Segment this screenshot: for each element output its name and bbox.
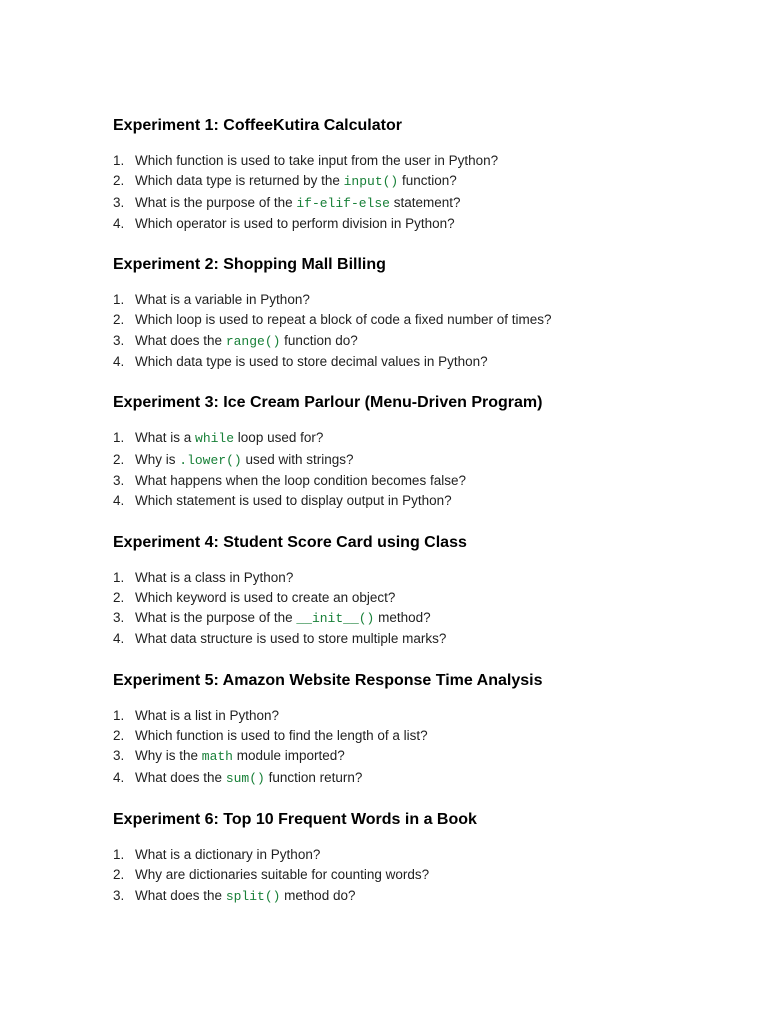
question-item: [113, 726, 733, 746]
question-item: [113, 290, 733, 310]
document-body: [113, 116, 733, 928]
experiment-section: [113, 255, 733, 372]
inline-code: while: [195, 431, 235, 447]
experiment-section: [113, 810, 733, 907]
question-text: Which data type is returned by the: [135, 173, 344, 189]
question-item: [113, 310, 733, 330]
question-text: module imported?: [233, 748, 345, 764]
question-text: Why is: [135, 451, 180, 467]
question-item: [113, 768, 733, 789]
question-item: [113, 450, 733, 471]
section-heading: Experiment 5: Amazon Website Response Time Analysis: [113, 671, 543, 689]
inline-code: sum(): [225, 770, 265, 786]
question-text: What data structure is used to store multiple marks?: [135, 631, 447, 647]
question-list: [113, 290, 733, 372]
question-text: What is a list in Python?: [135, 707, 280, 723]
question-text: used with strings?: [241, 451, 354, 467]
question-item: [113, 746, 733, 767]
question-item: [113, 845, 733, 865]
question-item: [113, 151, 733, 171]
question-text: function?: [398, 173, 457, 189]
question-text: What is a class in Python?: [135, 569, 294, 585]
question-number: 2.: [113, 173, 125, 189]
question-list: [113, 706, 733, 789]
question-text: method do?: [280, 887, 356, 903]
question-item: [113, 428, 733, 449]
question-item: [113, 886, 733, 907]
inline-code: __init__(): [296, 611, 375, 627]
question-number: 3.: [113, 332, 125, 348]
question-item: [113, 568, 733, 588]
question-item: [113, 331, 733, 352]
question-text: Which statement is used to display output in Python?: [135, 493, 452, 509]
question-number: 3.: [113, 748, 125, 764]
question-text: What does the: [135, 887, 226, 903]
experiment-section: [113, 393, 733, 511]
inline-code: split(): [225, 888, 281, 904]
question-number: 4.: [113, 354, 125, 370]
section-heading: Experiment 4: Student Score Card using Class: [113, 533, 467, 551]
question-item: [113, 629, 733, 649]
question-text: What is a variable in Python?: [135, 292, 310, 308]
question-text: What is a: [135, 430, 196, 446]
inline-code: math: [201, 749, 233, 765]
question-text: loop used for?: [234, 430, 324, 446]
question-number: 1.: [113, 153, 125, 168]
question-text: What happens when the loop condition becomes false?: [135, 472, 466, 488]
question-number: 1.: [113, 707, 125, 723]
question-text: statement?: [389, 194, 461, 210]
question-list: [113, 845, 733, 907]
question-number: 1.: [113, 430, 125, 446]
inline-code: range(): [225, 333, 281, 349]
question-item: [113, 352, 733, 372]
experiment-section: [113, 533, 733, 650]
question-text: function return?: [264, 769, 363, 785]
question-text: What does the: [135, 769, 226, 785]
question-item: [113, 865, 733, 885]
question-text: Which keyword is used to create an object?: [135, 589, 396, 605]
question-number: 1.: [113, 569, 125, 585]
question-text: What is the purpose of the: [135, 194, 297, 210]
question-number: 3.: [113, 194, 125, 210]
inline-code: .lower(): [179, 452, 242, 468]
question-number: 3.: [113, 887, 125, 903]
question-number: 2.: [113, 451, 125, 467]
question-text: Why is the: [135, 748, 202, 764]
question-number: 1.: [113, 292, 125, 308]
question-text: What does the: [135, 332, 226, 348]
question-text: Which operator is used to perform division in Python?: [135, 215, 455, 231]
question-text: function do?: [280, 332, 358, 348]
question-text: Why are dictionaries suitable for counting words?: [135, 867, 430, 883]
question-number: 4.: [113, 769, 125, 785]
experiment-section: [113, 671, 733, 789]
question-number: 4.: [113, 631, 125, 647]
question-item: [113, 491, 733, 511]
section-heading: Experiment 2: Shopping Mall Billing: [113, 256, 386, 274]
section-heading: Experiment 3: Ice Cream Parlour (Menu-Driven Program): [113, 394, 543, 412]
question-number: 2.: [113, 589, 125, 605]
question-text: Which function is used to find the length of a list?: [135, 728, 428, 744]
question-number: 3.: [113, 472, 125, 488]
question-item: [113, 608, 733, 629]
experiment-section: [113, 116, 733, 234]
question-item: [113, 471, 733, 491]
inline-code: input(): [343, 174, 399, 190]
inline-code: if-elif-else: [296, 195, 390, 211]
question-text: Which loop is used to repeat a block of code a fixed number of times?: [135, 312, 552, 328]
question-item: [113, 193, 733, 214]
question-number: 3.: [113, 610, 125, 626]
question-list: [113, 428, 733, 511]
question-item: [113, 588, 733, 608]
question-text: What is the purpose of the: [135, 610, 297, 626]
question-number: 1.: [113, 846, 125, 862]
question-item: [113, 171, 733, 192]
question-text: method?: [374, 610, 431, 626]
section-heading: Experiment 6: Top 10 Frequent Words in a Book: [113, 810, 477, 828]
question-text: Which function is used to take input from the user in Python?: [135, 153, 499, 168]
question-item: [113, 214, 733, 234]
question-list: [113, 151, 733, 234]
question-number: 4.: [113, 215, 125, 231]
question-number: 2.: [113, 728, 125, 744]
question-number: 2.: [113, 312, 125, 328]
question-text: What is a dictionary in Python?: [135, 846, 321, 862]
section-heading: Experiment 1: CoffeeKutira Calculator: [113, 117, 402, 134]
question-list: [113, 568, 733, 650]
question-number: 4.: [113, 493, 125, 509]
question-text: Which data type is used to store decimal values in Python?: [135, 354, 488, 370]
question-item: [113, 706, 733, 726]
question-number: 2.: [113, 867, 125, 883]
